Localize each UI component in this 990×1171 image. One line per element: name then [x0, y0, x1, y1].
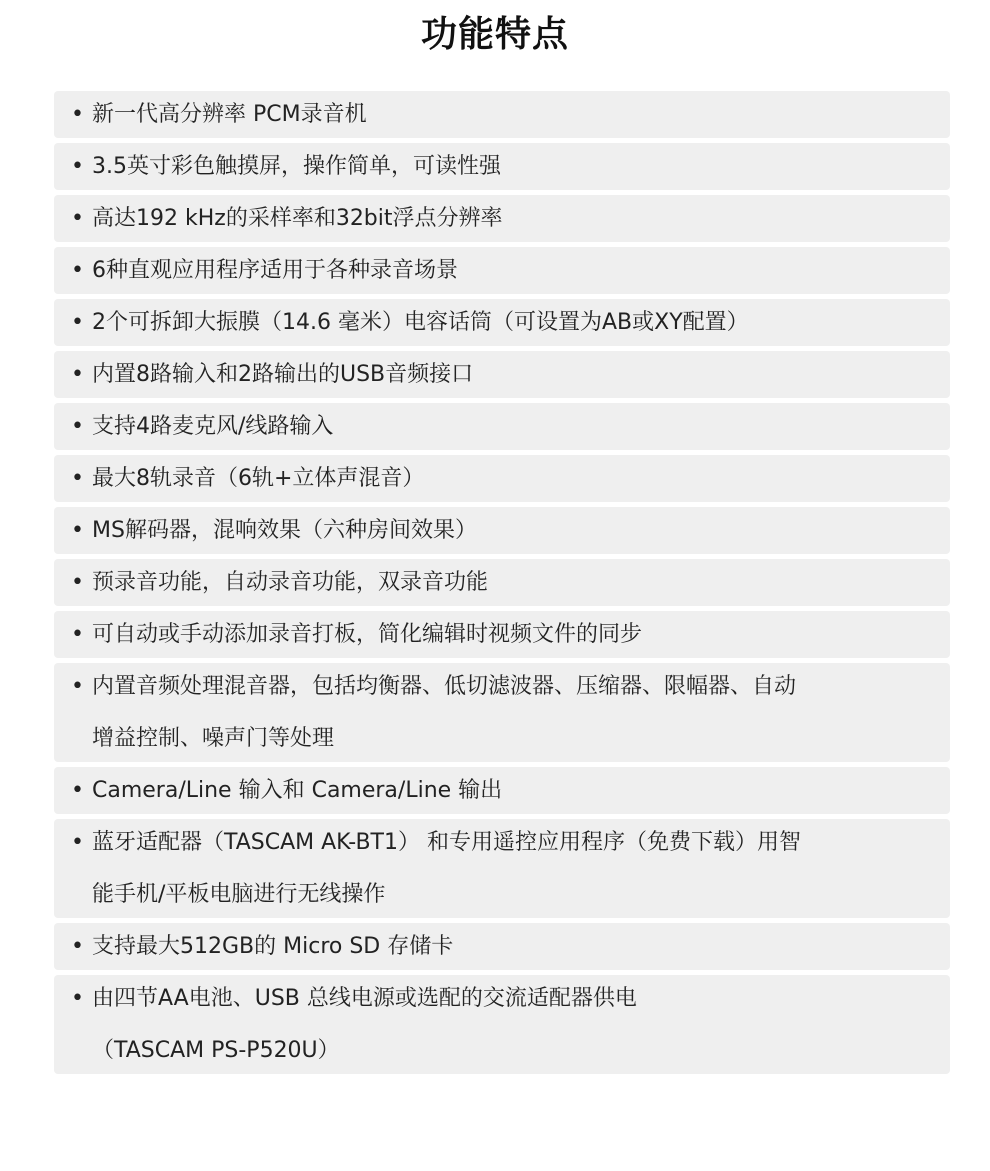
feature-item: [54, 143, 950, 190]
feature-item: [54, 611, 950, 658]
bullet-icon: •: [71, 570, 84, 595]
bullet-icon: •: [71, 362, 84, 387]
bullet-icon: •: [71, 310, 84, 335]
feature-text: 蓝牙适配器（TASCAM AK-BT1） 和专用遥控应用程序（免费下载）用智: [92, 830, 801, 855]
feature-item: [54, 923, 950, 970]
feature-item: [54, 507, 950, 554]
feature-item: [54, 91, 950, 138]
bullet-icon: •: [71, 258, 84, 283]
feature-item: [54, 455, 950, 502]
feature-text: Camera/Line 输入和 Camera/Line 输出: [92, 778, 503, 803]
feature-item: [54, 299, 950, 346]
page-title: 功能特点: [420, 14, 569, 55]
bullet-icon: •: [71, 778, 84, 803]
feature-text: 最大8轨录音（6轨+立体声混音）: [92, 466, 425, 491]
feature-item: [54, 819, 950, 918]
feature-item: [54, 767, 950, 814]
feature-item: [54, 195, 950, 242]
feature-text: 可自动或手动添加录音打板，简化编辑时视频文件的同步: [92, 622, 643, 647]
feature-text: 由四节AA电池、USB 总线电源或选配的交流适配器供电: [92, 986, 637, 1011]
feature-text: 3.5英寸彩色触摸屏，操作简单，可读性强: [92, 154, 501, 179]
feature-text: 内置音频处理混音器，包括均衡器、低切滤波器、压缩器、限幅器、自动: [92, 674, 797, 699]
feature-text-continued: （TASCAM PS-P520U）: [92, 1038, 340, 1063]
bullet-icon: •: [71, 154, 84, 179]
bullet-icon: •: [71, 986, 84, 1011]
feature-list: [54, 91, 950, 1079]
feature-item: [54, 975, 950, 1074]
bullet-icon: •: [71, 466, 84, 491]
feature-item: [54, 663, 950, 762]
bullet-icon: •: [71, 934, 84, 959]
feature-text: 支持4路麦克风/线路输入: [92, 414, 334, 439]
bullet-icon: •: [71, 518, 84, 543]
feature-text: 预录音功能，自动录音功能，双录音功能: [92, 570, 489, 595]
bullet-icon: •: [71, 414, 84, 439]
feature-text: 内置8路输入和2路输出的USB音频接口: [92, 362, 474, 387]
feature-text: MS解码器，混响效果（六种房间效果）: [92, 518, 477, 543]
bullet-icon: •: [71, 206, 84, 231]
feature-text: 6种直观应用程序适用于各种录音场景: [92, 258, 458, 283]
bullet-icon: •: [71, 622, 84, 647]
feature-text-continued: 能手机/平板电脑进行无线操作: [92, 882, 386, 907]
feature-text: 支持最大512GB的 Micro SD 存储卡: [92, 934, 454, 959]
feature-text: 新一代高分辨率 PCM录音机: [92, 102, 367, 127]
feature-text-continued: 增益控制、噪声门等处理: [92, 726, 335, 751]
feature-item: [54, 559, 950, 606]
feature-text: 高达192 kHz的采样率和32bit浮点分辨率: [92, 206, 503, 231]
bullet-icon: •: [71, 830, 84, 855]
bullet-icon: •: [71, 102, 84, 127]
feature-item: [54, 403, 950, 450]
feature-item: [54, 351, 950, 398]
feature-text: 2个可拆卸大振膜（14.6 毫米）电容话筒（可设置为AB或XY配置）: [92, 310, 749, 335]
bullet-icon: •: [71, 674, 84, 699]
feature-item: [54, 247, 950, 294]
